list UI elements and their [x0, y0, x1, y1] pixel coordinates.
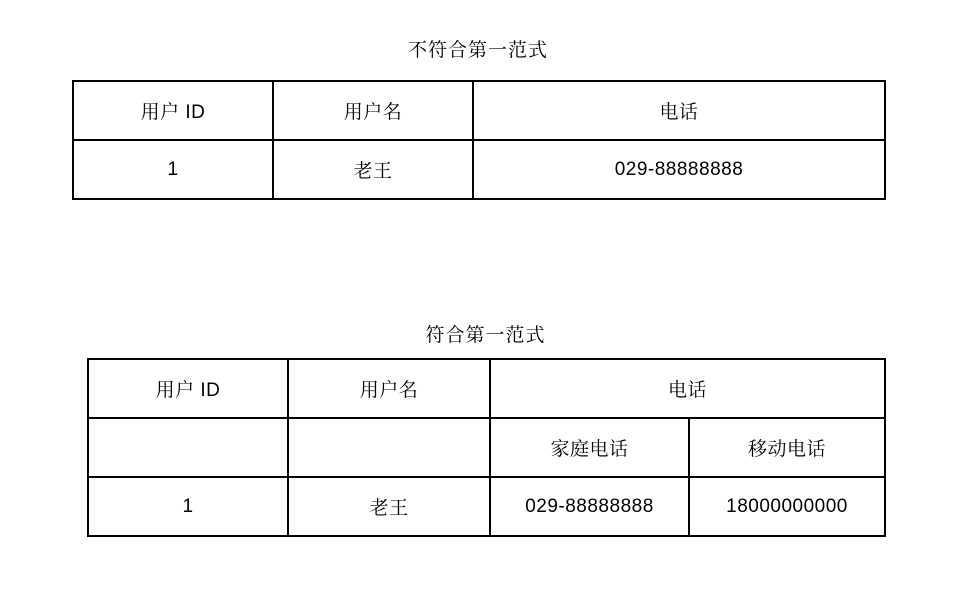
table-row: [88, 477, 885, 536]
subheader-cell-empty: [288, 418, 490, 477]
subheader-cell-empty: [88, 418, 288, 477]
subheader-cell-home-phone: 家庭电话: [490, 418, 689, 477]
cell-home-phone: 029-88888888: [490, 477, 689, 536]
table-header-row: [73, 81, 885, 140]
header-cell-username: 用户名: [288, 359, 490, 418]
subheader-cell-mobile-phone: 移动电话: [689, 418, 885, 477]
table-header-row: [88, 359, 885, 418]
cell-user-id: 1: [88, 477, 288, 536]
cell-phone: 029-88888888: [473, 140, 885, 199]
cell-username: 老王: [288, 477, 490, 536]
cell-mobile-phone: 18000000000: [689, 477, 885, 536]
cell-user-id: 1: [73, 140, 273, 199]
normalized-table-title: 符合第一范式: [425, 325, 546, 346]
unnormalized-table-title: 不符合第一范式: [407, 40, 548, 61]
header-cell-user-id: 用户 ID: [88, 359, 288, 418]
header-cell-phone: 电话: [473, 81, 885, 140]
table-row: [73, 140, 885, 199]
table-subheader-row: [88, 418, 885, 477]
unnormalized-table: [72, 80, 886, 200]
normalized-table: [87, 358, 886, 537]
header-cell-user-id: 用户 ID: [73, 81, 273, 140]
header-cell-phone: 电话: [490, 359, 885, 418]
header-cell-username: 用户名: [273, 81, 473, 140]
cell-username: 老王: [273, 140, 473, 199]
